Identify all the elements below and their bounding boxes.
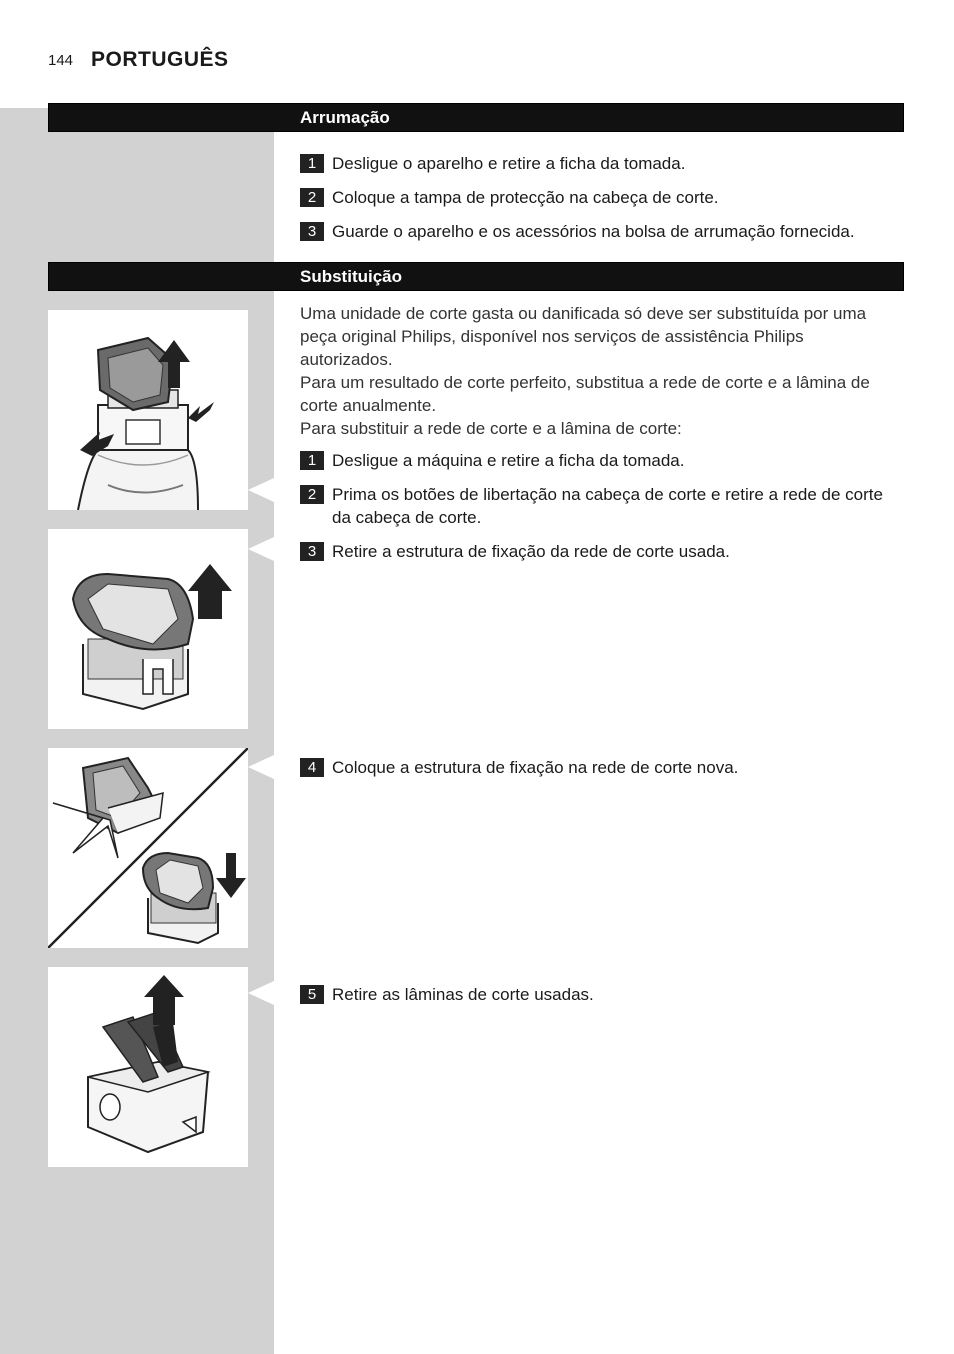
step-number: 2	[300, 485, 324, 504]
step-text: Retire as lâminas de corte usadas.	[332, 985, 594, 1004]
sidebar-band	[0, 108, 274, 1354]
section-title-replacement: Substituição	[300, 267, 403, 286]
step-text: Prima os botões de libertação na cabeça de corte e retire a rede de corte da cabeça de corte.	[332, 485, 883, 527]
illustration-foil-frame-attach	[48, 748, 248, 948]
illustration-pointer	[248, 755, 274, 779]
storage-step-3	[300, 220, 904, 243]
replacement-step-5	[300, 983, 904, 1006]
illustration-foil-frame-removal	[48, 529, 248, 729]
step-number: 2	[300, 188, 324, 207]
illustration-pointer	[248, 981, 274, 1005]
section-bar-storage	[48, 103, 904, 132]
shaver-head-release-icon	[48, 310, 248, 510]
step-text: Coloque a tampa de protecção na cabeça de corte.	[332, 188, 719, 207]
storage-step-2	[300, 186, 904, 209]
intro-paragraph: Uma unidade de corte gasta ou danificada só deve ser substituída por uma peça original Philips, disponível nos serviços de assistência Philips autorizados.	[300, 304, 867, 369]
illustration-pointer	[248, 537, 274, 561]
step-number: 3	[300, 222, 324, 241]
replacement-step-1	[300, 449, 904, 472]
replacement-step-3	[300, 540, 904, 563]
step-number: 1	[300, 154, 324, 173]
step-number: 1	[300, 451, 324, 470]
section-title-storage: Arrumação	[300, 108, 390, 127]
illustration-pointer	[248, 478, 274, 502]
intro-paragraph: Para um resultado de corte perfeito, substitua a rede de corte e a lâmina de corte anualmente.	[300, 373, 870, 415]
replacement-intro	[300, 302, 900, 440]
replacement-step-2	[300, 483, 904, 529]
cutter-removal-icon	[48, 967, 248, 1167]
step-number: 4	[300, 758, 324, 777]
step-number: 5	[300, 985, 324, 1004]
intro-paragraph: Para substituir a rede de corte e a lâmina de corte:	[300, 419, 682, 438]
illustration-cutter-removal	[48, 967, 248, 1167]
step-number: 3	[300, 542, 324, 561]
foil-frame-removal-icon	[48, 529, 248, 729]
section-bar-replacement	[48, 262, 904, 291]
step-text: Desligue a máquina e retire a ficha da tomada.	[332, 451, 685, 470]
step-text: Retire a estrutura de fixação da rede de corte usada.	[332, 542, 730, 561]
step-text: Desligue o aparelho e retire a ficha da tomada.	[332, 154, 686, 173]
step-text: Coloque a estrutura de fixação na rede de corte nova.	[332, 758, 739, 777]
language-heading: PORTUGUÊS	[91, 48, 229, 71]
step-text: Guarde o aparelho e os acessórios na bolsa de arrumação fornecida.	[332, 222, 855, 241]
page-number: 144	[48, 52, 74, 69]
storage-step-1	[300, 152, 904, 175]
illustration-shaver-head	[48, 310, 248, 510]
replacement-step-4	[300, 756, 904, 779]
foil-frame-attach-icon	[48, 748, 248, 948]
